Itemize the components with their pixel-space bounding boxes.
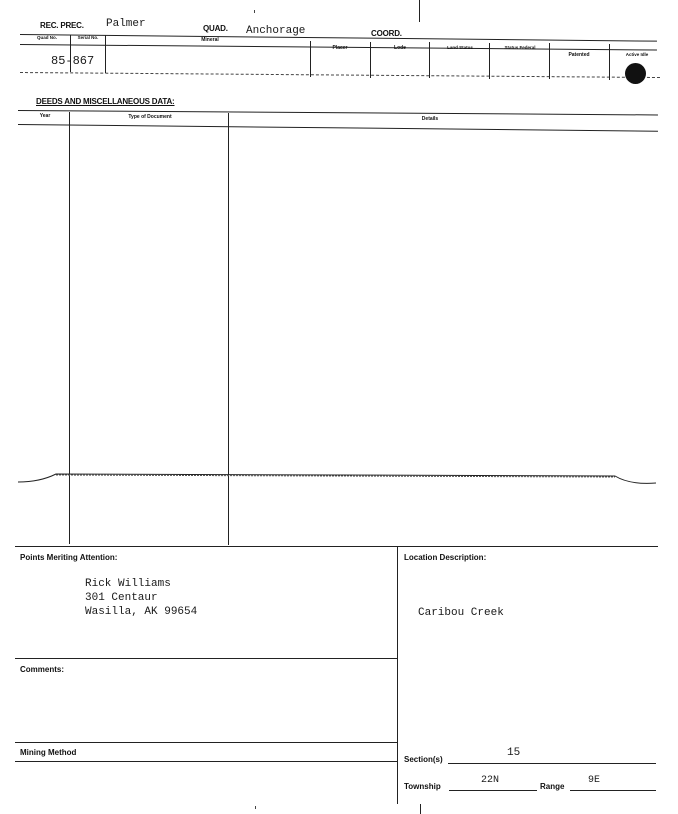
range-underline xyxy=(570,790,656,791)
col-land-status: Land Status xyxy=(447,45,473,50)
mining-bottom-rule xyxy=(15,761,397,762)
section-label: Section(s) xyxy=(404,755,443,764)
divider-patented-active xyxy=(609,44,610,80)
points-name: Rick Williams xyxy=(85,578,171,590)
township-label: Township xyxy=(404,782,441,791)
township-value: 22N xyxy=(481,775,500,786)
mining-label: Mining Method xyxy=(20,748,77,757)
township-underline xyxy=(449,790,537,791)
deeds-head-rule xyxy=(18,124,658,132)
active-marker-circle xyxy=(625,63,646,84)
lower-center-divider xyxy=(397,546,398,804)
deeds-col-type: Type of Document xyxy=(128,114,172,120)
col-mineral: Mineral xyxy=(201,37,219,43)
points-label: Points Meriting Attention: xyxy=(20,553,118,562)
points-city: Wasilla, AK 99654 xyxy=(85,606,198,618)
divider-mineral-placer xyxy=(310,41,311,77)
quad-value: Anchorage xyxy=(246,25,306,37)
divider-serial-mineral xyxy=(105,35,106,73)
coord-label: COORD. xyxy=(371,29,402,38)
col-serial-no: Serial No. xyxy=(77,35,99,40)
col-lode: Lode xyxy=(394,45,406,51)
top-tick xyxy=(419,0,420,22)
divider-federal-patented xyxy=(549,43,550,79)
divider-placer-lode xyxy=(370,42,371,78)
range-label: Range xyxy=(540,782,565,791)
col-active-idle: Active Idle xyxy=(625,52,649,57)
rec-prec-value: Palmer xyxy=(106,18,146,30)
section-value: 15 xyxy=(507,747,521,759)
quad-serial-value: 85-867 xyxy=(51,54,95,68)
bottom-dot xyxy=(255,806,256,809)
comments-label: Comments: xyxy=(20,665,65,674)
deeds-col-details: Details xyxy=(421,116,439,122)
lower-top-rule xyxy=(15,546,658,547)
divider-lode-land xyxy=(429,42,430,78)
range-value: 9E xyxy=(588,775,601,786)
header-top-rule xyxy=(20,34,657,42)
col-placer: Placer xyxy=(332,45,348,51)
header-bottom-rule xyxy=(20,72,660,78)
section-underline xyxy=(448,763,656,764)
col-patented: Patented xyxy=(568,52,590,58)
deeds-title: DEEDS AND MISCELLANEOUS DATA: xyxy=(36,97,175,106)
deeds-col-year: Year xyxy=(39,113,51,119)
rec-prec-label: REC. PREC. xyxy=(40,21,84,30)
top-dot xyxy=(254,10,255,13)
points-street: 301 Centaur xyxy=(85,592,158,604)
col-status-federal: Status Federal xyxy=(504,45,536,50)
bottom-tick xyxy=(420,804,421,814)
comments-top-rule xyxy=(15,658,397,659)
location-label: Location Description: xyxy=(404,553,487,562)
quad-label: QUAD. xyxy=(203,24,228,33)
fold-line xyxy=(0,470,678,494)
divider-land-federal xyxy=(489,43,490,79)
col-quad-no: Quad No. xyxy=(37,35,57,40)
location-value: Caribou Creek xyxy=(418,607,504,619)
mining-top-rule xyxy=(15,742,397,743)
